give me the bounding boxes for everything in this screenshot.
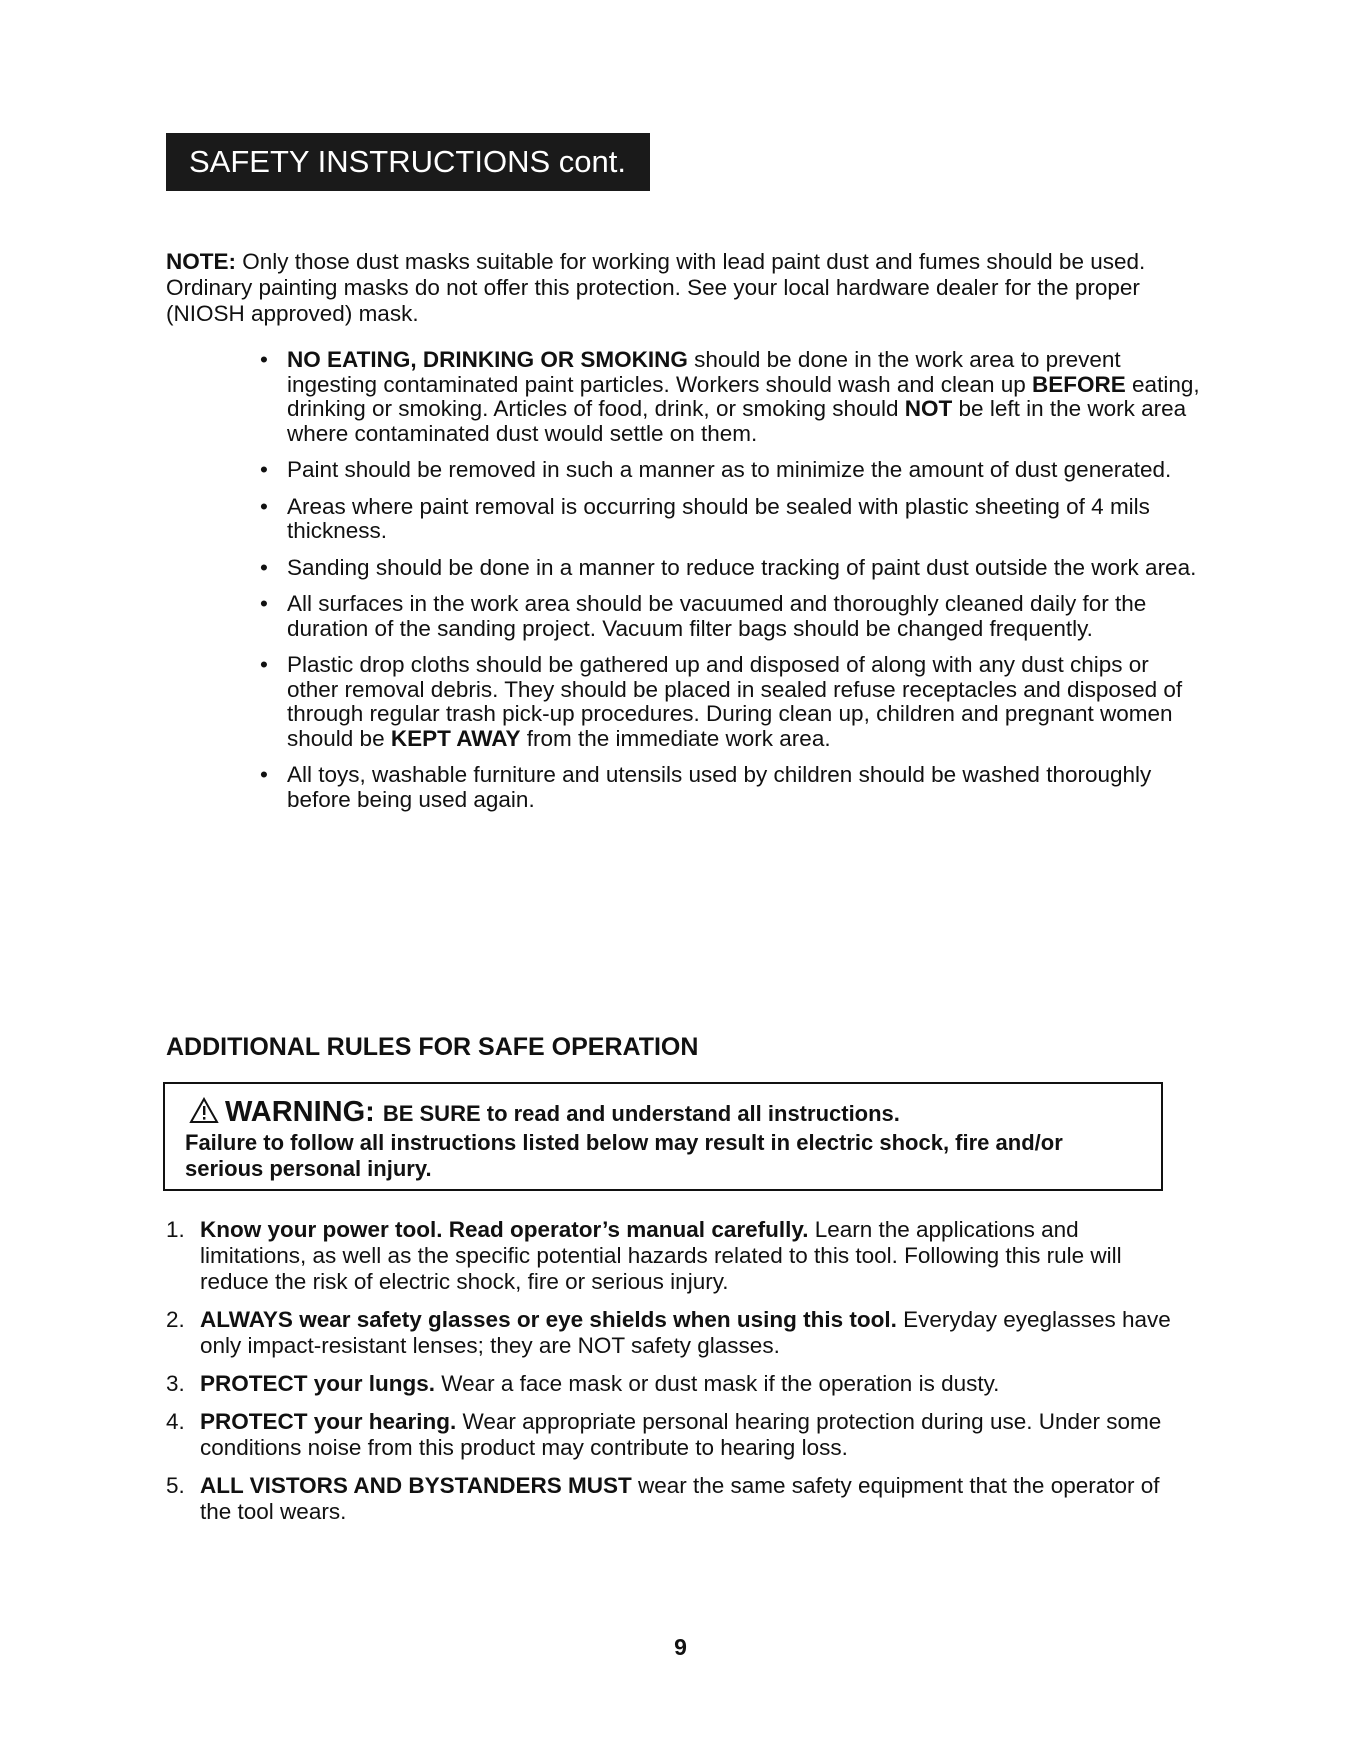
item-text: Paint should be removed in such a manner as to minimize the amount of dust generated. xyxy=(287,457,1172,482)
rule-item xyxy=(166,1217,1176,1295)
rule-title: PROTECT your hearing. xyxy=(200,1409,457,1434)
rule-text: Wear a face mask or dust mask if the operation is dusty. xyxy=(435,1371,1000,1396)
item-text: Plastic drop cloths should be gathered up and disposed of along with any dust chips or other removal debris. They should be placed in sealed refuse receptacles and disposed of through regular trash pick-up procedures. During clean up, children and pregnant women should be xyxy=(287,652,1183,751)
list-item xyxy=(260,763,1200,812)
rule-item xyxy=(166,1473,1176,1525)
rule-number: 4. xyxy=(166,1409,185,1434)
list-item xyxy=(260,458,1200,483)
item-text: All surfaces in the work area should be vacuumed and thoroughly cleaned daily for the duration of the sanding project. Vacuum filter bags should be changed frequently. xyxy=(287,591,1147,641)
bullet-icon: • xyxy=(260,493,268,519)
list-item xyxy=(260,348,1200,446)
note-text: Only those dust masks suitable for working with lead paint dust and fumes should be used. Ordinary painting masks do not offer this protection. See your local hardware dealer for the proper (NIOSH approved) mask. xyxy=(166,249,1146,326)
list-item xyxy=(260,592,1200,641)
bullet-icon: • xyxy=(260,762,268,787)
item-text: be left in the work area where contaminated dust would settle on them. xyxy=(287,396,1187,446)
page-number: 9 xyxy=(674,1634,687,1660)
rule-item xyxy=(166,1307,1176,1359)
bullet-icon: • xyxy=(260,457,268,482)
list-item xyxy=(260,653,1200,751)
rule-number: 2. xyxy=(166,1307,185,1332)
rule-text: Wear appropriate personal hearing protection during use. Under some conditions noise from this product may contribute to hearing loss. xyxy=(200,1409,1162,1460)
rule-text: wear the same safety equipment that the operator of the tool wears. xyxy=(200,1473,1160,1524)
item-text: from the immediate work area. xyxy=(520,725,831,751)
rule-title: Know your power tool. Read operator’s manual carefully. xyxy=(200,1217,809,1242)
note-paragraph xyxy=(166,249,1176,327)
item-text: All toys, washable furniture and utensils used by children should be washed thoroughly before being used again. xyxy=(287,762,1152,812)
bold-text: NOT xyxy=(904,396,953,421)
warning-text: Failure to follow all instructions listed below may result in electric shock, fire and/or serious personal injury. xyxy=(185,1130,1063,1181)
rule-title: PROTECT your lungs. xyxy=(200,1371,436,1396)
rule-text: Learn the applications and limitations, as well as the specific potential hazards related to this tool. Following this rule will reduce the risk of electric shock, fire or serious injury. xyxy=(200,1217,1122,1294)
item-text: should be done in the work area to prevent ingesting contaminated paint particles. Workers should wash and clean up xyxy=(287,347,1121,397)
rule-number: 5. xyxy=(166,1473,185,1498)
lead-safety-list xyxy=(260,348,1200,824)
item-text: Sanding should be done in a manner to reduce tracking of paint dust outside the work area. xyxy=(287,554,1197,580)
rule-number: 3. xyxy=(166,1371,185,1396)
rule-title: ALL VISTORS AND BYSTANDERS MUST xyxy=(200,1473,632,1498)
bold-text: BEFORE xyxy=(1032,371,1126,397)
rule-title: ALWAYS wear safety glasses or eye shields when using this tool. xyxy=(200,1307,897,1332)
list-item xyxy=(260,556,1200,581)
bold-text: NO EATING, DRINKING OR SMOKING xyxy=(287,347,688,372)
bold-text: KEPT AWAY xyxy=(390,725,521,751)
bullet-icon: • xyxy=(260,554,268,580)
rule-text: Everyday eyeglasses have only impact-resistant lenses; they are NOT safety glasses. xyxy=(200,1307,1171,1358)
note-label: NOTE: xyxy=(166,249,236,274)
section-title-banner: SAFETY INSTRUCTIONS cont. xyxy=(166,133,650,191)
bullet-icon: • xyxy=(260,591,268,616)
section-heading: ADDITIONAL RULES FOR SAFE OPERATION xyxy=(166,1033,699,1061)
item-text: Areas where paint removal is occurring should be sealed with plastic sheeting of 4 mils thickness. xyxy=(287,493,1150,543)
warning-lead: BE SURE to read and understand all instructions. xyxy=(382,1101,900,1126)
warning-box xyxy=(163,1082,1163,1191)
list-item xyxy=(260,495,1200,544)
rule-item xyxy=(166,1409,1176,1461)
safe-operation-rules xyxy=(166,1217,1176,1537)
rule-number: 1. xyxy=(166,1217,185,1242)
bullet-icon: • xyxy=(260,347,268,372)
item-text: eating, drinking or smoking. Articles of food, drink, or smoking should xyxy=(287,371,1200,421)
rule-item xyxy=(166,1371,1176,1397)
bullet-icon: • xyxy=(260,652,268,677)
warning-label: WARNING: xyxy=(225,1096,375,1128)
